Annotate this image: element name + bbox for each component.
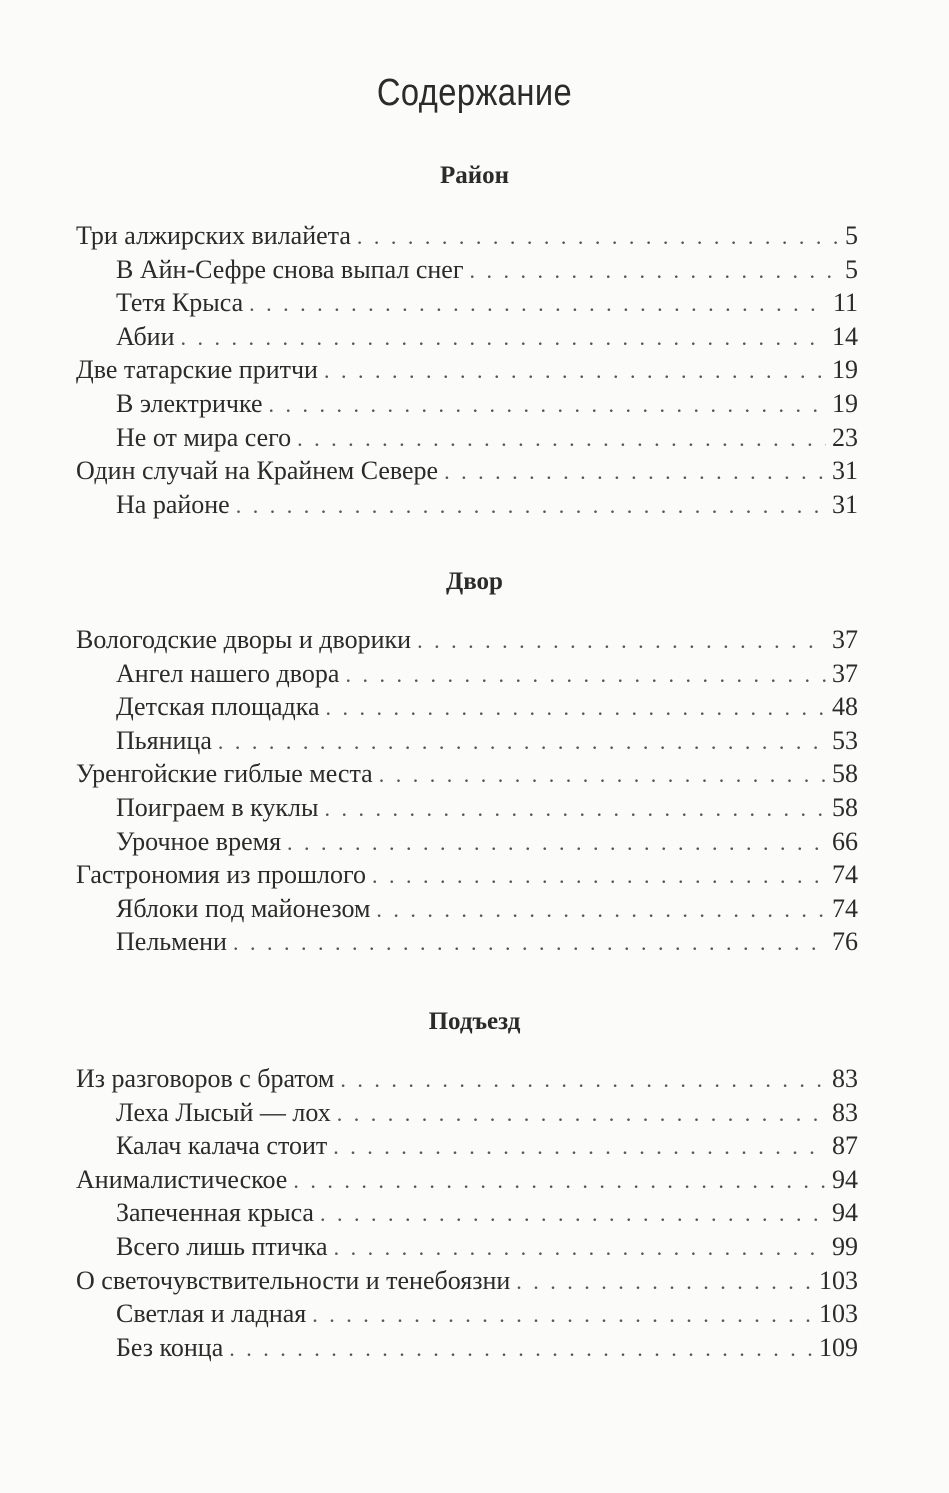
dot-leader	[516, 1265, 813, 1299]
toc-subentry	[76, 387, 858, 421]
dot-leader	[324, 354, 826, 388]
dot-leader	[372, 859, 826, 893]
dot-leader	[297, 422, 826, 456]
dot-leader	[333, 1130, 826, 1164]
toc-entry	[76, 858, 858, 892]
toc-entry	[76, 1264, 858, 1298]
toc-entry-title: Вологодские дворы и дворики	[76, 625, 412, 654]
dot-leader	[287, 826, 826, 860]
section-heading-rayon: Район	[439, 162, 510, 189]
dot-leader	[337, 1097, 826, 1131]
toc-entry-title: Из разговоров с братом	[76, 1064, 335, 1093]
dot-leader	[218, 725, 826, 759]
toc-list-rayon	[76, 219, 858, 521]
toc-entry-title: В электричке	[116, 388, 263, 418]
toc-entry	[76, 454, 858, 488]
toc-page-number: 37	[832, 625, 858, 654]
toc-entry	[76, 1062, 858, 1096]
page-title: Содержание	[376, 72, 573, 114]
dot-leader	[312, 1298, 813, 1332]
dot-leader	[376, 893, 826, 927]
dot-leader	[470, 254, 840, 288]
toc-subentry	[76, 253, 858, 287]
toc-entry-title: В Айн-Сефре снова выпал снег	[116, 254, 464, 284]
toc-subentry	[76, 690, 858, 724]
toc-subentry	[76, 1096, 858, 1130]
dot-leader	[229, 1332, 813, 1366]
toc-page-number: 94	[832, 1164, 858, 1194]
toc-entry-title: Гастрономия из прошлого	[76, 860, 366, 890]
toc-page-number: 19	[832, 355, 858, 385]
toc-entry-title: Яблоки под майонезом	[116, 893, 371, 923]
toc-page-number: 31	[832, 489, 858, 519]
toc-page-number: 58	[832, 759, 858, 789]
toc-page-number: 99	[832, 1231, 858, 1261]
toc-entry	[76, 219, 858, 253]
toc-page-number: 5	[845, 221, 858, 250]
dot-leader	[379, 758, 826, 792]
toc-entry	[76, 623, 858, 657]
toc-page-number: 53	[832, 725, 858, 755]
toc-page-number: 14	[832, 321, 858, 351]
toc-subentry	[76, 657, 858, 691]
toc-entry	[76, 757, 858, 791]
toc-list-podyezd	[76, 1062, 858, 1364]
toc-page-number: 103	[819, 1299, 858, 1329]
dot-leader	[233, 926, 826, 960]
toc-page-number: 83	[832, 1064, 858, 1093]
section-heading-dvor: Двор	[446, 568, 503, 595]
dot-leader	[417, 624, 826, 658]
toc-entry-title: На районе	[116, 489, 230, 519]
dot-leader	[325, 792, 826, 826]
toc-entry-title: Запеченная крыса	[116, 1198, 314, 1228]
toc-entry-title: Поиграем в куклы	[116, 792, 319, 822]
dot-leader	[181, 321, 826, 355]
toc-entry-title: Пьяница	[116, 725, 212, 755]
toc-entry-title: Три алжирских вилайета	[76, 221, 351, 250]
toc-entry-title: О светочувствительности и тенебоязни	[76, 1265, 511, 1295]
toc-subentry	[76, 421, 858, 455]
toc-subentry	[76, 825, 858, 859]
toc-entry-title: Тетя Крыса	[116, 288, 244, 318]
toc-subentry	[76, 791, 858, 825]
toc-page-number: 66	[832, 826, 858, 856]
toc-subentry	[76, 1129, 858, 1163]
dot-leader	[334, 1231, 826, 1265]
toc-page-number: 83	[832, 1097, 858, 1127]
toc-page-number: 103	[819, 1265, 858, 1295]
toc-entry	[76, 1163, 858, 1197]
toc-subentry	[76, 724, 858, 758]
toc-subentry	[76, 892, 858, 926]
toc-subentry	[76, 488, 858, 522]
toc-entry	[76, 353, 858, 387]
dot-leader	[320, 1197, 826, 1231]
toc-list-dvor	[76, 623, 858, 959]
toc-page-number: 11	[832, 288, 858, 318]
toc-subentry	[76, 320, 858, 354]
section-heading-podyezd: Подъезд	[428, 1008, 521, 1035]
toc-subentry	[76, 925, 858, 959]
dot-leader	[293, 1164, 826, 1198]
toc-entry-title: Светлая и ладная	[116, 1299, 307, 1329]
toc-page-number: 94	[832, 1198, 858, 1228]
toc-subentry	[76, 1297, 858, 1331]
toc-entry-title: Один случай на Крайнем Севере	[76, 456, 439, 486]
toc-entry-title: Без конца	[116, 1332, 224, 1362]
toc-page-number: 58	[832, 792, 858, 822]
toc-entry-title: Абии	[116, 321, 175, 351]
toc-subentry	[76, 286, 858, 320]
dot-leader	[249, 287, 827, 321]
toc-entry-title: Уренгойские гиблые места	[76, 759, 373, 789]
toc-subentry	[76, 1230, 858, 1264]
toc-entry-title: Не от мира сего	[116, 422, 292, 452]
toc-entry-title: Леха Лысый — лох	[116, 1097, 331, 1127]
toc-entry-title: Урочное время	[116, 826, 282, 856]
toc-subentry	[76, 1196, 858, 1230]
toc-entry-title: Две татарские притчи	[76, 355, 318, 385]
toc-entry-title: Анималистическое	[76, 1164, 288, 1194]
toc-page-number: 109	[819, 1332, 858, 1362]
dot-leader	[340, 1063, 826, 1097]
dot-leader	[444, 455, 826, 489]
toc-page-number: 31	[832, 456, 858, 486]
toc-entry-title: Ангел нашего двора	[116, 658, 340, 688]
toc-page-number: 48	[832, 692, 858, 722]
toc-entry-title: Пельмени	[116, 927, 227, 957]
dot-leader	[269, 388, 826, 422]
dot-leader	[326, 691, 826, 725]
toc-page-number: 74	[832, 860, 858, 890]
toc-entry-title: Всего лишь птичка	[116, 1231, 328, 1261]
dot-leader	[357, 220, 839, 254]
dot-leader	[345, 658, 826, 692]
toc-subentry	[76, 1331, 858, 1365]
dot-leader	[236, 489, 826, 523]
toc-page-number: 74	[832, 893, 858, 923]
toc-entry-title: Калач калача стоит	[116, 1131, 328, 1161]
toc-page-number: 87	[832, 1131, 858, 1161]
toc-entry-title: Детская площадка	[116, 692, 320, 722]
toc-page-number: 19	[832, 388, 858, 418]
toc-page-number: 76	[832, 927, 858, 957]
toc-page-number: 37	[832, 658, 858, 688]
toc-page-number: 5	[845, 254, 858, 284]
toc-page-number: 23	[832, 422, 858, 452]
